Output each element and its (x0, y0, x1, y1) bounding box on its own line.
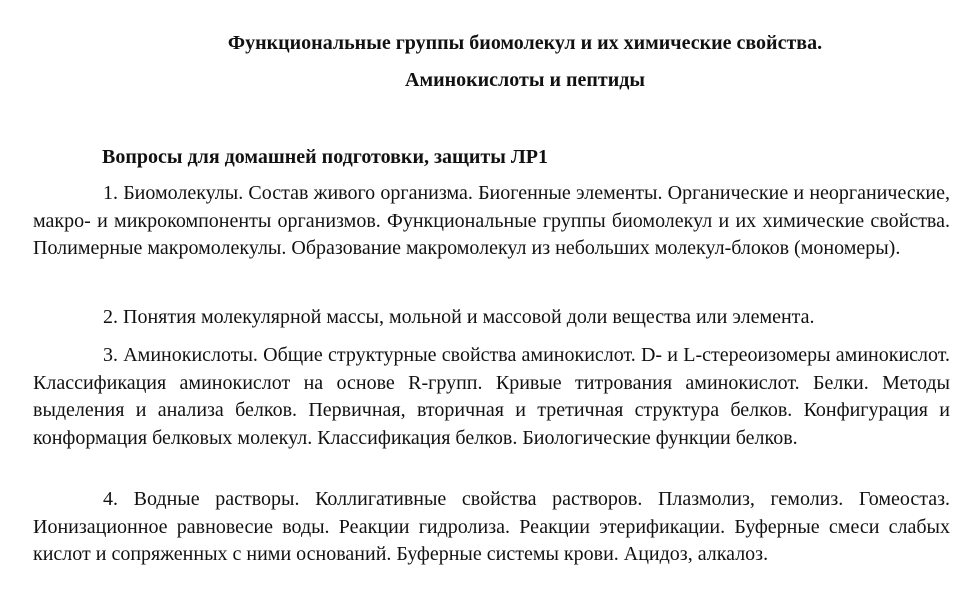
document-title-line-2: Аминокислоты и пептиды (405, 69, 645, 91)
question-paragraph-3: 3. Аминокислоты. Общие структурные свойства аминокислот. D- и L-стереоизомеры аминокислот. Классификация аминокислот на основе R-групп. Кривые титрования аминокислот. Белки. Методы выделения и анализа белков. Первичная, вторичная и третичная структура белков. Конфигурация и конформация белковых молекул. Классификация белков. Биологические функции белков. (33, 344, 950, 449)
question-paragraph-4: 4. Водные растворы. Коллигативные свойства растворов. Плазмолиз, гемолиз. Гомеостаз. Ионизационное равновесие воды. Реакции гидролиза. Реакции этерификации. Буферные смеси слабых кислот и сопряженных с ними оснований. Буферные системы крови. Ацидоз, алкалоз. (33, 488, 950, 565)
document-title-line-1: Функциональные группы биомолекул и их химические свойства. (227, 32, 823, 54)
question-paragraph-1: 1. Биомолекулы. Состав живого организма. Биогенные элементы. Органические и неорганические, макро- и микрокомпоненты организмов. Функциональные группы биомолекул и их химические свойства. Полимерные макромолекулы. Образование макромолекул из небольших молекул-блоков (мономеры). (33, 182, 950, 259)
questions-heading: Вопросы для домашней подготовки, защиты ЛР1 (102, 146, 548, 168)
question-paragraph-2: 2. Понятия молекулярной массы, мольной и массовой доли вещества или элемента. (103, 306, 815, 328)
